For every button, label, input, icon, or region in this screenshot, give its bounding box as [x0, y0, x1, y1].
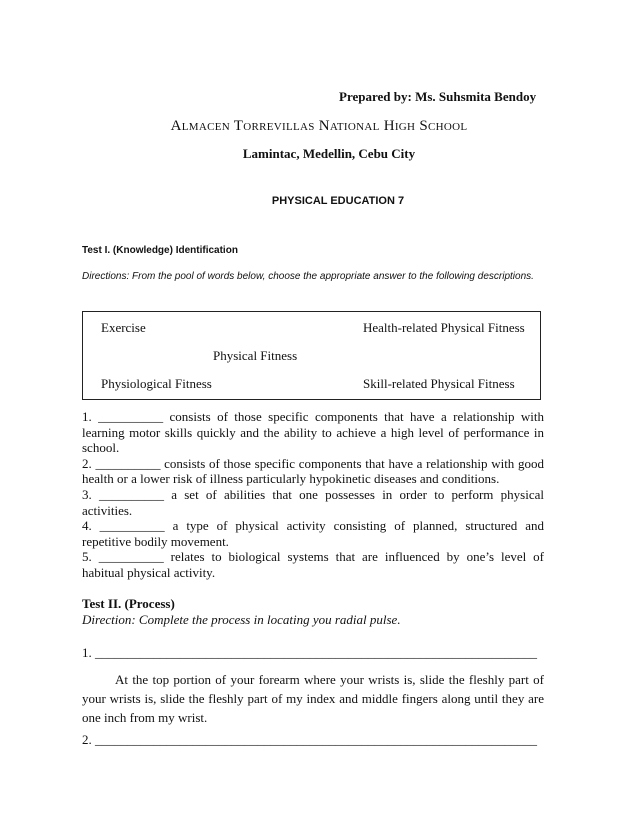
test1-items — [82, 409, 544, 581]
test1-title: Test I. (Knowledge) Identification — [82, 245, 238, 256]
prepared-by: Prepared by: Ms. Suhsmita Bendoy — [339, 89, 537, 104]
test1-item: 5. __________ relates to biological systems that are influenced by one’s level of habitual physical activity. — [82, 549, 544, 580]
subject-title: PHYSICAL EDUCATION 7 — [271, 195, 405, 207]
test1-item: 1. __________ consists of those specific components that have a relationship with learning motor skills quickly and the ability to achieve a high level of performance in school. — [82, 409, 544, 456]
test2-process-text: At the top portion of your forearm where your wrists is, slide the fleshly part of your wrists is, slide the fleshly part of my index and middle fingers along until they are one inch from my wrist. — [82, 672, 544, 725]
test1-directions: Directions: From the pool of words below, choose the appropriate answer to the following descriptions. — [82, 271, 534, 282]
test2-direction: Direction: Complete the process in locating you radial pulse. — [82, 612, 401, 627]
test1-item: 2. __________ consists of those specific components that have a relationship with good health or a lower risk of illness particularly hypokinetic diseases and conditions. — [82, 455, 544, 487]
word-pool-item: Physiological Fitness — [101, 376, 212, 391]
test1-item: 4. __________ a type of physical activity consisting of planned, structured and repetitive bodily movement. — [82, 518, 544, 549]
test2-title: Test II. (Process) — [82, 596, 175, 611]
word-pool-item: Skill-related Physical Fitness — [363, 376, 515, 391]
word-pool-item: Physical Fitness — [213, 348, 298, 363]
test2-question-1: 1. ____________________________________________________________________ — [82, 645, 537, 660]
word-pool-item: Exercise — [101, 320, 146, 335]
test2-question-2: 2. ____________________________________________________________________ — [82, 732, 537, 747]
school-name: Almacen Torrevillas National High School — [170, 118, 468, 134]
word-pool-item: Health-related Physical Fitness — [363, 320, 525, 335]
test1-item: 3. __________ a set of abilities that one possesses in order to perform physical activities. — [82, 486, 544, 518]
school-address: Lamintac, Medellin, Cebu City — [242, 146, 416, 161]
